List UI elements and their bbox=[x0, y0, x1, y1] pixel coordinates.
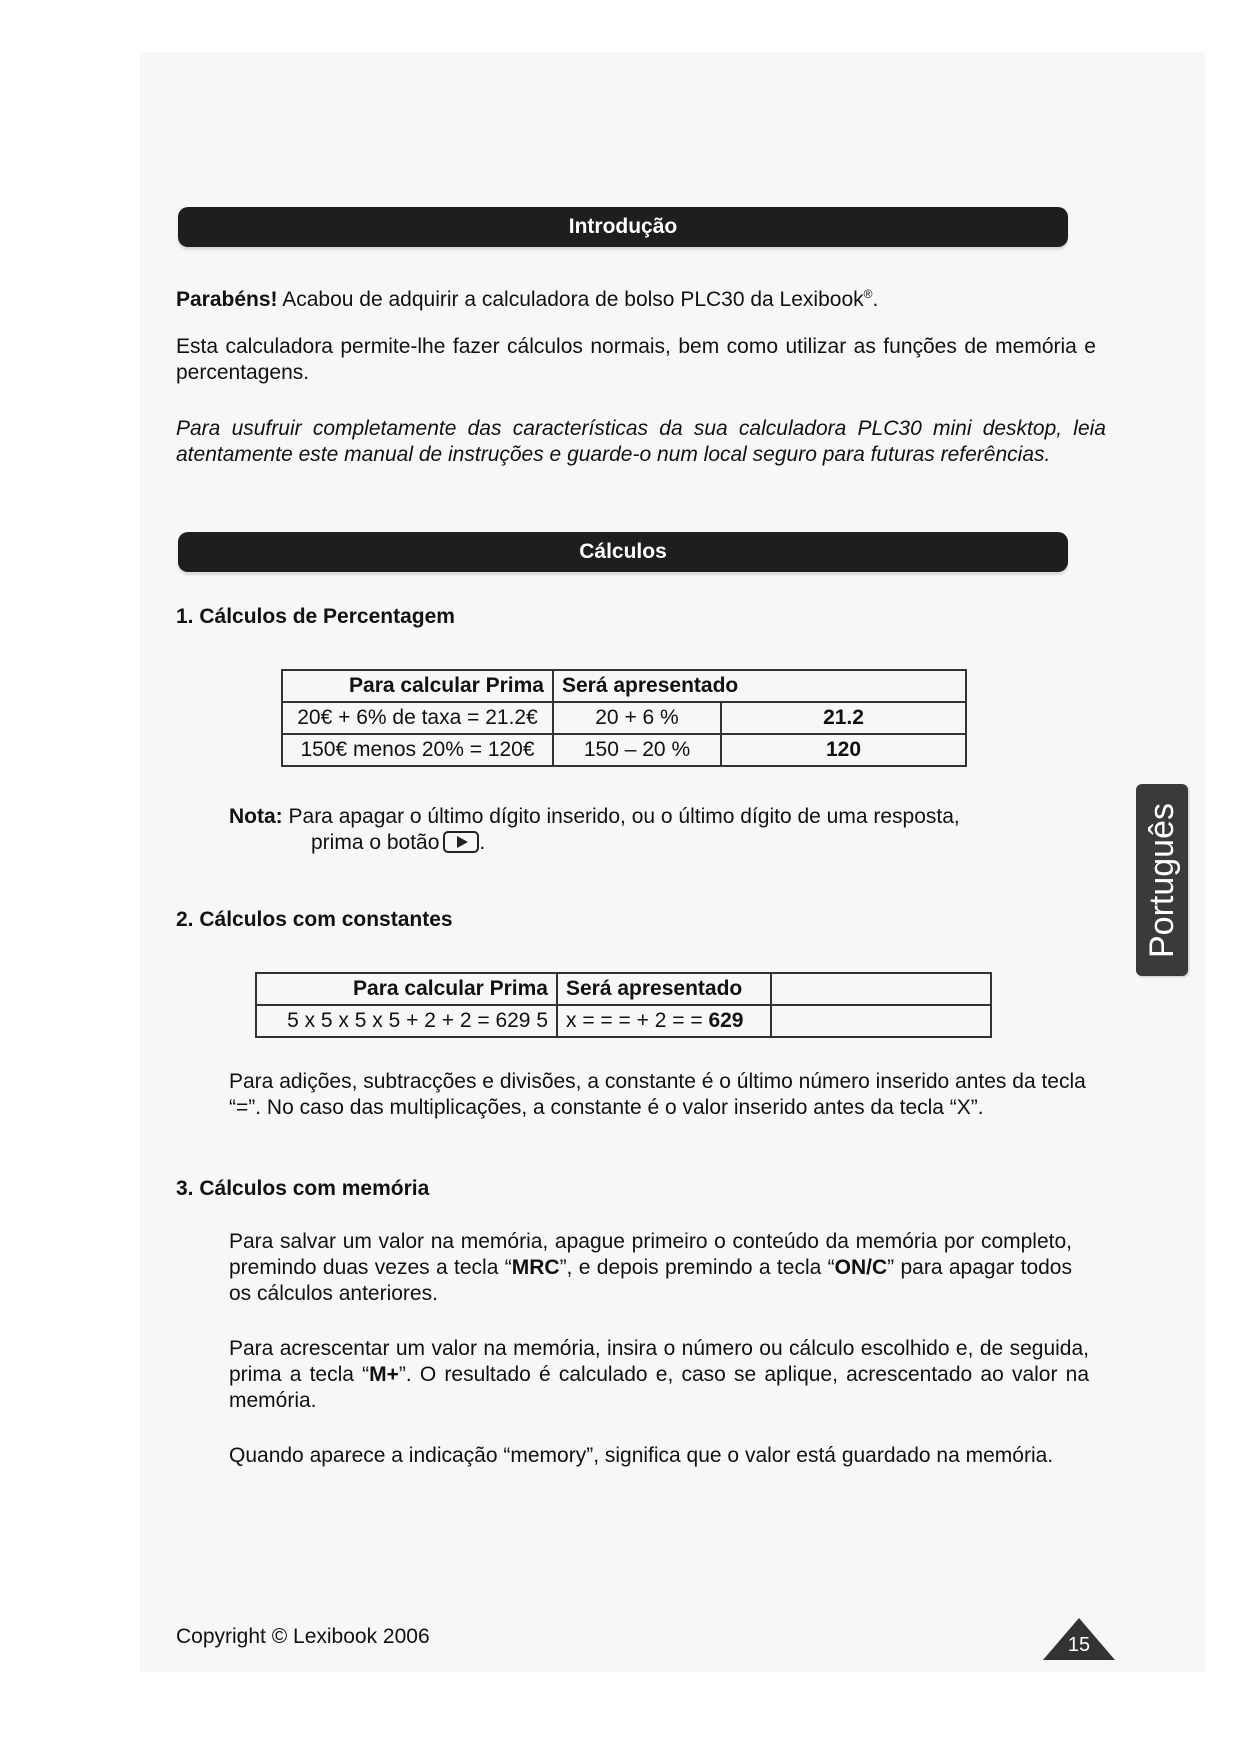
table-row bbox=[282, 702, 966, 734]
table-cell: 150 – 20 % bbox=[553, 734, 721, 766]
section-header-introducao bbox=[178, 207, 1068, 247]
text-run: ”, e depois premindo a tecla “ bbox=[559, 1256, 835, 1279]
intro-usage-note: Para usufruir completamente das características da sua calculadora PLC30 mini desktop, leia atentamente este manual de instruções e guarde-o num local seguro para futuras referências. bbox=[176, 417, 1106, 466]
percent-heading: 1. Cálculos de Percentagem bbox=[176, 605, 455, 628]
key-m-plus: M+ bbox=[369, 1363, 399, 1386]
table-cell: 120 bbox=[721, 734, 966, 766]
table-cell: 20€ + 6% de taxa = 21.2€ bbox=[282, 702, 553, 734]
memory-paragraph-1 bbox=[229, 1229, 1072, 1307]
congrats-text: Parabéns! bbox=[176, 288, 278, 311]
key-onc: ON/C bbox=[834, 1256, 888, 1279]
note-period: . bbox=[479, 831, 486, 854]
table-cell: 20 + 6 % bbox=[553, 702, 721, 734]
percent-note bbox=[229, 804, 1109, 856]
page-number: 15 bbox=[1067, 1634, 1091, 1656]
table-header-row bbox=[256, 973, 991, 1005]
result-value: 629 bbox=[708, 1009, 744, 1032]
play-button-icon bbox=[443, 831, 479, 853]
note-label: Nota: bbox=[229, 805, 283, 828]
table-header-cell: Para calcular Prima bbox=[256, 973, 557, 1005]
intro-period: . bbox=[872, 288, 879, 311]
table-row bbox=[282, 734, 966, 766]
memory-paragraph-3: Quando aparece a indicação “memory”, significa que o valor está guardado na memória. bbox=[229, 1444, 1054, 1467]
intro-line: Acabou de adquirir a calculadora de bolso PLC30 da Lexibook bbox=[277, 288, 864, 311]
note-text: Para apagar o último dígito inserido, ou o último dígito de uma resposta, bbox=[282, 805, 960, 828]
section-header-calculos bbox=[178, 532, 1068, 572]
page-number-badge bbox=[1043, 1618, 1115, 1660]
table-cell: 150€ menos 20% = 120€ bbox=[282, 734, 553, 766]
table-cell-empty bbox=[771, 1005, 991, 1037]
intro-description: Esta calculadora permite-lhe fazer cálculos normais, bem como utilizar as funções de memória e percentagens. bbox=[176, 335, 1096, 384]
memory-heading: 3. Cálculos com memória bbox=[176, 1177, 430, 1200]
registered-mark: ® bbox=[863, 287, 873, 301]
memory-paragraph-2 bbox=[229, 1336, 1089, 1414]
table-row bbox=[256, 1005, 991, 1037]
table-cell-empty bbox=[771, 973, 991, 1005]
intro-congrats-paragraph bbox=[176, 281, 1096, 313]
constants-heading: 2. Cálculos com constantes bbox=[176, 908, 453, 931]
text-run: ” para apagar todos os cálculos anteriores. bbox=[229, 1256, 1072, 1305]
keys-sequence: x = = = + 2 = = bbox=[566, 1009, 709, 1032]
table-header-row bbox=[282, 670, 966, 702]
constants-table bbox=[255, 972, 992, 1038]
table-header-cell: Para calcular Prima bbox=[282, 670, 553, 702]
constants-note: Para adições, subtracções e divisões, a constante é o último número inserido antes da tecla “=”. No caso das multiplicações, a constante é o valor inserido antes da tecla “X”. bbox=[229, 1070, 1086, 1119]
key-mrc: MRC bbox=[511, 1256, 560, 1279]
text-run: Para acrescentar um valor na memória, insira o número ou cálculo escolhido e, de seguida, prima a tecla “ bbox=[229, 1337, 1089, 1386]
section-title: Cálculos bbox=[579, 540, 667, 563]
percent-table bbox=[281, 669, 967, 767]
table-cell: 5 x 5 x 5 x 5 + 2 + 2 = 629 5 bbox=[256, 1005, 557, 1037]
language-side-tab bbox=[1136, 784, 1188, 976]
note-text-2: prima o botão bbox=[311, 831, 440, 854]
table-header-cell: Será apresentado bbox=[553, 670, 966, 702]
table-cell: 21.2 bbox=[721, 702, 966, 734]
section-title: Introdução bbox=[568, 215, 678, 238]
language-label: Português bbox=[1142, 802, 1181, 958]
text-run: Para salvar um valor na memória, apague primeiro o conteúdo da memória por completo, premindo duas vezes a tecla “ bbox=[229, 1230, 1072, 1279]
table-cell bbox=[557, 1005, 771, 1037]
table-header-cell: Será apresentado bbox=[557, 973, 771, 1005]
text-run: ”. O resultado é calculado e, caso se aplique, acrescentado ao valor na memória. bbox=[229, 1363, 1089, 1412]
copyright: Copyright © Lexibook 2006 bbox=[176, 1625, 430, 1648]
